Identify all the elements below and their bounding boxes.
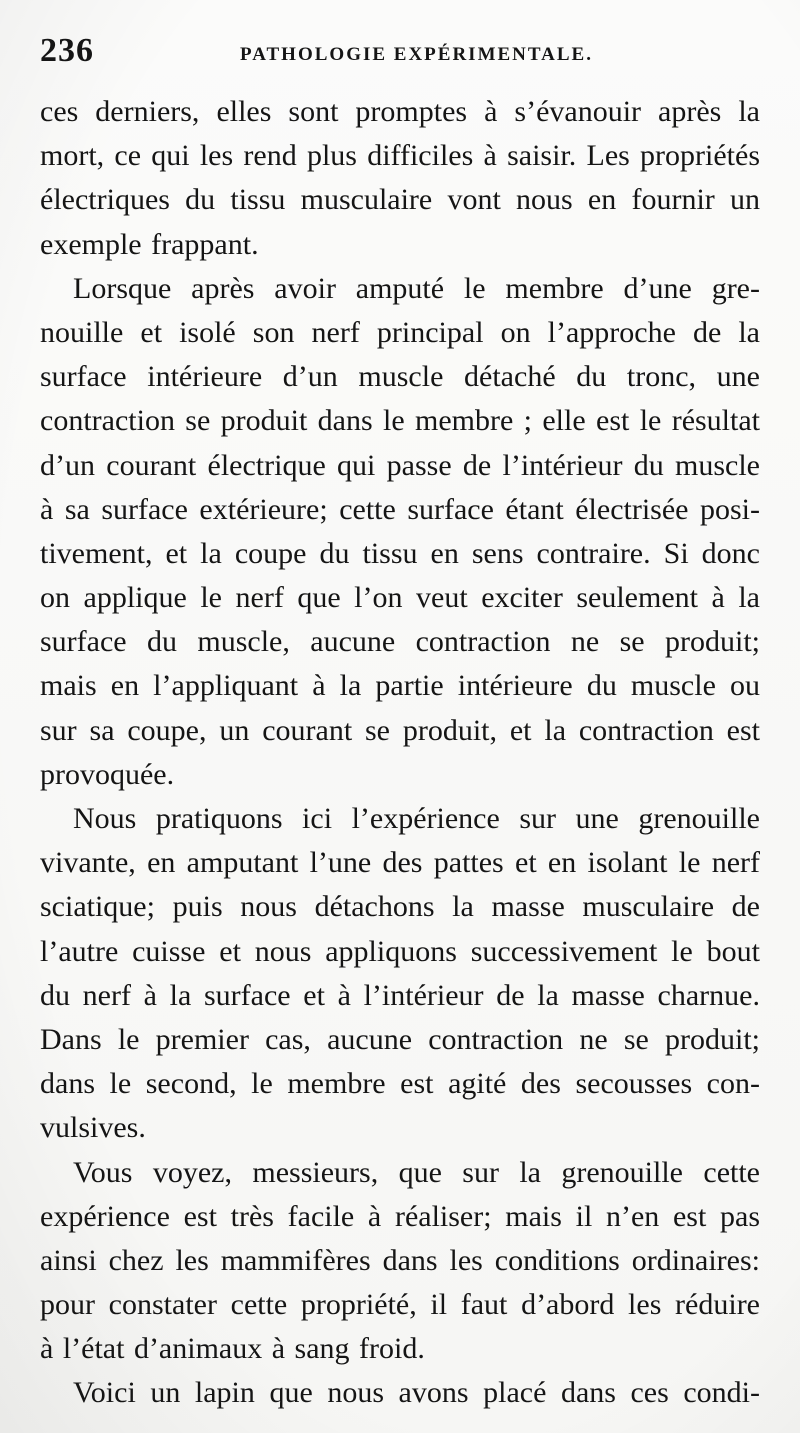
text-line: sciatique; puis nous détachons la masse musculaire de (40, 890, 760, 924)
text-line: Voici un lapin que nous avons placé dans ces condi- (73, 1376, 760, 1410)
text-line: à sa surface extérieure; cette surface étant électrisée posi- (40, 492, 760, 526)
text-line: on applique le nerf que l’on veut exciter seulement à la (40, 581, 760, 615)
text-line: d’un courant électrique qui passe de l’intérieur du muscle (40, 448, 760, 482)
text-line: dans le second, le membre est agité des secousses con- (40, 1067, 760, 1101)
text-line: électriques du tissu musculaire vont nous en fournir un (40, 183, 760, 217)
text-line: à l’état d’animaux à sang froid. (40, 1332, 425, 1366)
text-line: provoquée. (40, 757, 175, 791)
text-line: pour constater cette propriété, il faut d’abord les réduire (40, 1288, 760, 1322)
text-line: expérience est très facile à réaliser; mais il n’en est pas (40, 1199, 760, 1233)
text-line: du nerf à la surface et à l’intérieur de la masse charnue. (40, 978, 760, 1012)
text-line: mort, ce qui les rend plus difficiles à saisir. Les propriétés (40, 139, 760, 173)
page-number: 236 (40, 32, 94, 69)
text-line: l’autre cuisse et nous appliquons successivement le bout (40, 934, 760, 968)
text-line: Dans le premier cas, aucune contraction ne se produit; (40, 1022, 760, 1056)
text-line: ainsi chez les mammifères dans les conditions ordinaires: (40, 1243, 760, 1277)
text-line: Lorsque après avoir amputé le membre d’une gre- (73, 271, 760, 305)
text-line: nouille et isolé son nerf principal on l’approche de la (40, 315, 760, 349)
text-line: sur sa coupe, un courant se produit, et la contraction est (40, 713, 760, 747)
text-line: tivement, et la coupe du tissu en sens contraire. Si donc (40, 536, 760, 570)
text-line: mais en l’appliquant à la partie intérieure du muscle ou (40, 669, 760, 703)
text-line: vivante, en amputant l’une des pattes et en isolant le nerf (40, 846, 760, 880)
text-line: contraction se produit dans le membre ; elle est le résultat (40, 404, 760, 438)
text-line: vulsives. (40, 1111, 146, 1145)
text-line: exemple frappant. (40, 227, 259, 261)
text-line: surface intérieure d’un muscle détaché du tronc, une (40, 360, 760, 394)
body-text (40, 90, 760, 1416)
running-head: PATHOLOGIE EXPÉRIMENTALE. (240, 44, 593, 65)
text-line: ces derniers, elles sont promptes à s’évanouir après la (40, 95, 760, 128)
text-line: Vous voyez, messieurs, que sur la grenouille cette (73, 1155, 760, 1189)
text-line: surface du muscle, aucune contraction ne se produit; (40, 625, 760, 659)
page-header (40, 32, 760, 72)
text-line: Nous pratiquons ici l’expérience sur une grenouille (73, 802, 760, 835)
